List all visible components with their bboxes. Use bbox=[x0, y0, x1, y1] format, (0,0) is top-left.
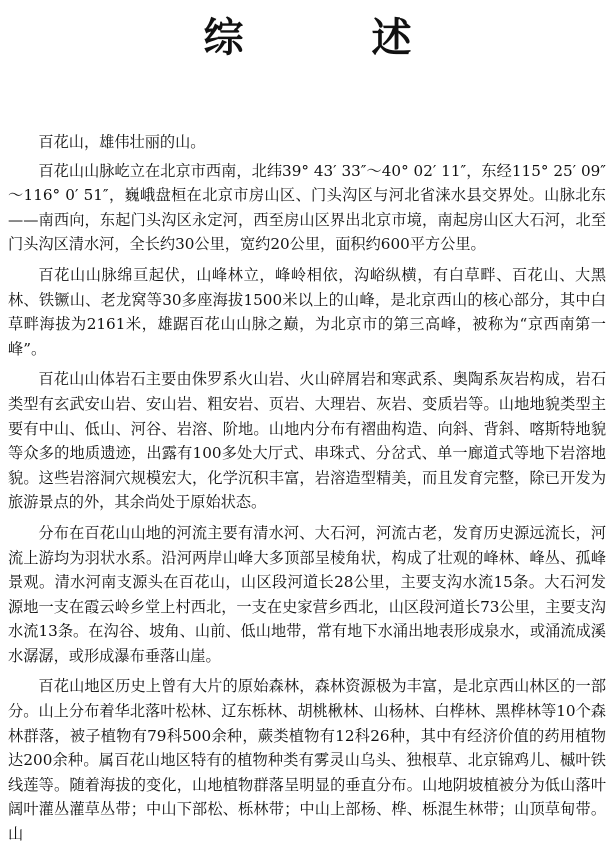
paragraph-geology: 百花山山体岩石主要由侏罗系火山岩、火山碎屑岩和寒武系、奥陶系灰岩构成，岩石类型有玄武安山岩、安山岩、粗安岩、页岩、大理岩、灰岩、变质岩等。山地地貌类型主要有中山、低山、河谷、岩溶、阶地。山地内分布有褶曲构造、向斜、背斜、喀斯特地貌等众多的地质遗迹，出露有100多处大厅式、串珠式、分岔式、单一廊道式等地下岩溶地貌。这些岩溶洞穴规模宏大，化学沉积丰富，岩溶造型精美，而且发育完整，除已开发为旅游景点的外，其余尚处于原始状态。 bbox=[8, 370, 606, 512]
paragraph-rivers: 分布在百花山山地的河流主要有清水河、大石河，河流古老，发育历史源远流长，河流上游均为羽状水系。沿河两岸山峰大多顶部呈棱角状，构成了壮观的峰林、峰丛、孤峰景观。清水河南支源头在百花山，山区段河道长28公里，主要支沟水流15条。大石河发源地一支在霞云岭乡堂上村西北，一支在史家营乡西北，山区段河道长73公里，主要支沟水流13条。在沟谷、坡角、山前、低山地带，常有地下水涌出地表形成泉水，或涌流成溪水潺潺，或形成瀑布垂落山崖。 bbox=[8, 523, 606, 665]
paragraph-intro: 百花山，雄伟壮丽的山。 bbox=[38, 133, 206, 151]
paragraph-location: 百花山山脉屹立在北京市西南，北纬39° 43′ 33″～40° 02′ 11″，东经115° 25′ 09″～116° 0′ 51″，巍峨盘桓在北京市房山区、门头沟区与河北省涞水县交界处。山脉北东——南西向，东起门头沟区永定河，西至房山区界出北京市境，南起房山区大石河，北至门头沟区清水河，全长约30公里，宽约20公里，面积约600平方公里。 bbox=[8, 161, 606, 254]
page-title: 综 述 bbox=[203, 15, 456, 61]
paragraph-forests: 百花山地区历史上曾有大片的原始森林，森林资源极为丰富，是北京西山林区的一部分。山上分布着华北落叶松林、辽东栎林、胡桃楸林、山杨林、白桦林、黑桦林等10个森林群落，被子植物有79科500余种，蕨类植物有12科26种，其中有经济价值的药用植物达200余种。属百花山地区特有的植物种类有雾灵山乌头、独根草、北京锦鸡儿、槭叶铁线莲等。随着海拔的变化，山地植物群落呈明显的垂直分布。山地阴坡植被分为低山落叶阔叶灌丛灌草丛带；中山下部松、栎林带；中山上部杨、桦、栎混生林带；山顶草甸带。山 bbox=[8, 677, 606, 844]
paragraph-peaks: 百花山山脉绵亘起伏，山峰林立，峰岭相依，沟峪纵横，有白草畔、百花山、大黑林、铁镢山、老龙窝等30多座海拔1500米以上的山峰，是北京西山的核心部分，其中白草畔海拔为2161米，雄踞百花山山脉之巅，为北京市的第三高峰，被称为“京西南第一峰”。 bbox=[8, 265, 606, 358]
body-text bbox=[8, 130, 606, 853]
